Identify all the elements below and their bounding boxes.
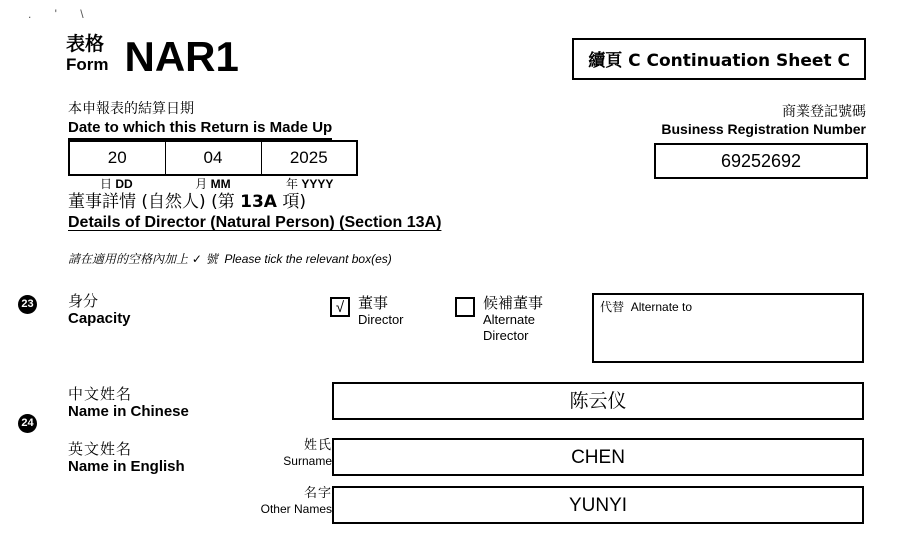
- surname-label-chinese: 姓氏: [303, 438, 332, 453]
- alternate-label-english-line2: Director: [483, 327, 529, 343]
- date-label-english: Date to which this Return is Made Up: [68, 119, 332, 140]
- checkbox-director[interactable]: √: [330, 297, 350, 317]
- other-names-field[interactable]: YUNYI: [332, 486, 864, 524]
- tick-instruction: [68, 250, 392, 267]
- surname-label-english: Surname: [283, 453, 332, 468]
- alternate-to-caption-chinese: 代替: [600, 300, 625, 314]
- continuation-sheet-badge: 續頁 C Continuation Sheet C: [572, 38, 866, 80]
- name-chinese-label-cn: 中文姓名: [68, 385, 133, 403]
- capacity-label-chinese: 身分: [68, 292, 99, 310]
- corner-scan-marks: . ' \: [28, 7, 94, 21]
- checkbox-alternate-director-label: [483, 294, 543, 343]
- form-title-labels: [66, 34, 109, 78]
- other-names-label: [222, 486, 332, 516]
- date-month-field[interactable]: 04: [165, 141, 261, 175]
- date-day-caption: 日 DD: [99, 177, 133, 191]
- form-label-chinese: 表格: [66, 33, 105, 55]
- brn-value-field[interactable]: 69252692: [654, 143, 868, 179]
- item-number-name: 24: [18, 414, 37, 433]
- table-row: [69, 141, 357, 175]
- other-names-label-chinese: 名字: [303, 486, 332, 501]
- brn-label: [661, 104, 866, 138]
- form-code: NAR1: [124, 33, 239, 81]
- name-chinese-label-en: Name in Chinese: [68, 403, 189, 420]
- date-year-caption: 年 YYYY: [285, 177, 334, 191]
- brn-label-english: Business Registration Number: [661, 120, 866, 137]
- form-title: [66, 33, 239, 81]
- capacity-label-english: Capacity: [68, 310, 131, 327]
- name-english-label-en: Name in English: [68, 458, 185, 475]
- form-label-english: Form: [66, 55, 109, 75]
- checkbox-director-label: [358, 294, 404, 328]
- capacity-label: [68, 292, 131, 328]
- date-field-captions: [68, 175, 358, 192]
- alternate-label-chinese: 候補董事: [483, 294, 544, 312]
- tick-instruction-chinese: 請在適用的空格內加上 ✓ 號: [68, 252, 218, 266]
- date-fields-table: [68, 140, 358, 176]
- date-made-up-label: [68, 101, 332, 140]
- date-label-chinese: 本申報表的結算日期: [68, 101, 194, 117]
- section-heading-english: Details of Director (Natural Person) (Section 13A): [68, 214, 442, 232]
- other-names-label-english: Other Names: [260, 501, 332, 516]
- date-month-caption: 月 MM: [195, 177, 231, 191]
- director-label-chinese: 董事: [358, 294, 389, 312]
- surname-label: [222, 438, 332, 468]
- director-label-english: Director: [358, 312, 404, 327]
- name-english-label-cn: 英文姓名: [68, 440, 133, 458]
- item-number-capacity: 23: [18, 295, 37, 314]
- alternate-to-field[interactable]: [592, 293, 864, 363]
- alternate-to-caption: [594, 295, 862, 318]
- section-heading: [68, 192, 441, 233]
- alternate-label-english-line1: Alternate: [483, 312, 536, 327]
- alternate-to-caption-english: Alternate to: [630, 300, 693, 314]
- name-chinese-field[interactable]: 陈云仪: [332, 382, 864, 420]
- date-day-field[interactable]: 20: [69, 141, 165, 175]
- brn-label-chinese: 商業登記號碼: [782, 104, 866, 120]
- name-chinese-label: [68, 385, 189, 421]
- date-year-field[interactable]: 2025: [261, 141, 357, 175]
- section-heading-chinese: 董事詳情 (自然人) (第 13A 項): [68, 192, 306, 212]
- surname-field[interactable]: CHEN: [332, 438, 864, 476]
- name-english-label: [68, 440, 185, 476]
- checkbox-alternate-director[interactable]: [455, 297, 475, 317]
- tick-instruction-english: Please tick the relevant box(es): [224, 252, 392, 266]
